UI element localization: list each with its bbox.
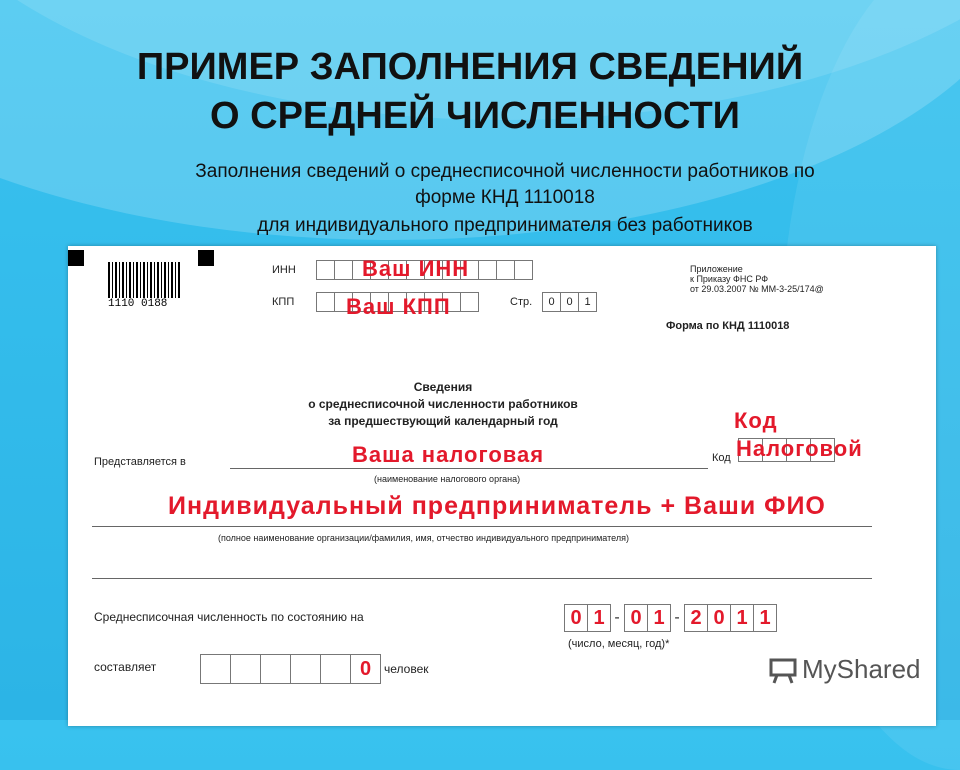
appendix-line1: Приложение	[690, 264, 743, 274]
count-cells: 0	[200, 654, 380, 684]
submitted-to-label: Представляется в	[94, 456, 186, 468]
extra-line	[92, 578, 872, 579]
barcode-number: 1110 0188	[108, 298, 168, 310]
kpp-label: КПП	[272, 296, 295, 308]
tax-authority-line	[230, 468, 708, 469]
corner-marker	[198, 250, 214, 266]
tax-authority-caption: (наименование налогового органа)	[374, 474, 521, 484]
code-filled-line2: Налоговой	[736, 436, 863, 461]
date-cells: 0 1 - 0 1 - 2 0 1 1	[564, 604, 776, 632]
watermark-brand: MyShared	[802, 654, 921, 684]
tax-authority-filled-text: Ваша налоговая	[352, 442, 545, 467]
doc-title-line2: о среднесписочной численности работников	[308, 397, 578, 411]
org-name-line	[92, 526, 872, 527]
org-caption: (полное наименование организации/фамилия, имя, отчество индивидуального предпринимателя)	[218, 533, 629, 543]
avg-count-label: Среднесписочная численность по состоянию на	[94, 610, 364, 624]
kpp-filled-text: Ваш КПП	[346, 294, 451, 319]
page-label: Стр.	[510, 296, 533, 308]
barcode	[108, 262, 180, 298]
people-label: человек	[384, 662, 429, 676]
page-cells: 0 0 1	[542, 292, 596, 312]
slide-title-line1: ПРИМЕР ЗАПОЛНЕНИЯ СВЕДЕНИЙ	[136, 46, 804, 88]
corner-marker	[68, 250, 84, 266]
watermark-logo	[768, 654, 921, 685]
inn-label: ИНН	[272, 264, 296, 276]
doc-title-line3: за предшествующий календарный год	[328, 414, 558, 428]
code-label: Код	[712, 452, 731, 464]
inn-filled-text: Ваш ИНН	[362, 256, 470, 281]
slide-title-line2: О СРЕДНЕЙ ЧИСЛЕННОСТИ	[210, 95, 740, 137]
presentation-board-icon	[768, 655, 798, 685]
appendix-line3: от 29.03.2007 № ММ-3-25/174@	[690, 284, 824, 294]
form-code-label: Форма по КНД 1110018	[666, 320, 790, 332]
org-name-filled-text: Индивидуальный предприниматель + Ваши ФИО	[168, 492, 826, 520]
form-document	[68, 246, 936, 726]
amount-label: составляет	[94, 660, 157, 674]
subtitle-line3: для индивидуального предпринимателя без работников	[257, 215, 753, 236]
doc-title-line1: Сведения	[413, 380, 473, 394]
code-filled-line1: Код	[734, 408, 778, 433]
subtitle-line2: форме КНД 1110018	[415, 187, 595, 208]
appendix-line2: к Приказу ФНС РФ	[690, 274, 769, 284]
date-caption: (число, месяц, год)*	[568, 638, 670, 650]
subtitle-line1: Заполнения сведений о среднесписочной численности работников по	[195, 161, 815, 182]
